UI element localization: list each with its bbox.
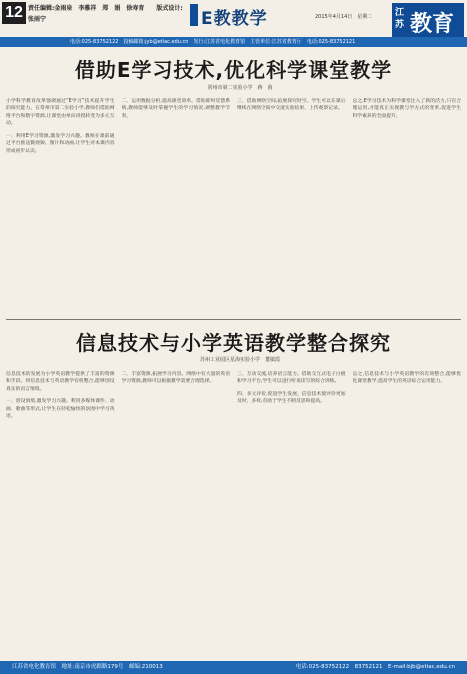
masthead-logo (392, 3, 464, 37)
article2-body (6, 366, 461, 658)
article2-paragraph: 四、多元评价,促进学生发展。信息技术使评价更加及时、多样,有助于学生不断反思和提高。 (237, 391, 346, 405)
contact-band: 电话:025-83752122 投稿邮箱:jyb@etiac.edu.cn 发行:江苏省电化教育馆 主管单位:江苏省教育厅 电话:025-83752121 (0, 37, 467, 47)
article2-byline: 苏州工业园区星海实验小学 董敏霞 (199, 357, 280, 363)
article2-column (353, 366, 462, 658)
article2-title: 信息技术与小学英语教学整合探究 (76, 331, 391, 355)
article1-byline: 常州市第二实验小学 蒋 茵 (207, 85, 273, 91)
article1-paragraph: 二、运用数据分析,提高课堂效率。借助即时反馈系统,教师能够及时掌握学生的学习情况,调整教学节奏。 (121, 98, 230, 119)
article2-paragraph: 一、创设情境,激发学习兴趣。利用多媒体课件、动画、歌曲等形式,让学生在轻松愉快的氛围中学习英语。 (6, 399, 115, 420)
article1-column (353, 93, 462, 315)
footer-address: 江苏省电化教育馆 地址:南京市虎踞路179号 邮编:210013 (12, 664, 163, 670)
article1-column (122, 93, 231, 315)
section-divider (6, 319, 461, 320)
article1-title: 借助E学习技术,优化科学课堂教学 (74, 58, 393, 82)
article2-column (237, 366, 346, 658)
page-footer (0, 661, 467, 674)
article2-paragraph: 总之,信息技术与小学英语教学的有效整合,能够优化课堂教学,提高学生的英语综合运用能力。 (352, 371, 461, 385)
article2-paragraph: 信息技术的发展为小学英语教学提供了丰富的资源和手段。将信息技术与英语教学有机整合,能够创设真实的语言情境。 (6, 371, 115, 392)
article2-column (6, 366, 115, 658)
article1-paragraph: 总之,E学习技术为科学课堂注入了新的活力,只有合理运用,才能真正实现教与学方式的变革,促进学生科学素养的全面提升。 (352, 98, 461, 119)
column-badge (190, 4, 198, 26)
column-name: E教教学 (201, 9, 268, 29)
footer-contact: 电话:025-83752122 83752121 E-mail:bjb@etiac.edu.cn (295, 664, 455, 670)
article2-paragraph: 二、丰富资源,拓展学习内容。网络中有大量的英语学习资源,教师可以根据教学需要合理选择。 (121, 371, 230, 385)
article2-paragraph: 三、互动交流,培养语言能力。借助交互式电子白板和学习平台,学生可以进行听说读写的综合训练。 (237, 371, 346, 385)
article2-column (122, 366, 231, 658)
article1-paragraph: 一、利用E学习资源,激发学习兴趣。教师在课前通过平台推送微视频、图片和动画,让学生对本课内容形成初步认识。 (6, 133, 115, 154)
masthead-right-text: 教育 (410, 12, 455, 37)
masthead-left-text: 江苏 (395, 8, 405, 30)
article1-column (6, 93, 115, 315)
article1-paragraph: 小学科学教育改革强调通过“E学习”技术提升学生的探究能力。在常州市第二实验小学,教师们借助网络平台和数字资源,让课堂由单向讲授转变为多元互动。 (6, 98, 115, 127)
article1-body (6, 93, 461, 315)
article1-column (237, 93, 346, 315)
issue-date: 2015年4月14日 星期二 (315, 14, 373, 20)
page-number: 12 (2, 2, 26, 24)
page-header (0, 0, 467, 50)
article1-paragraph: 三、借助网络空间,拓展探究时空。学生可以在课后继续在网络空间中交流实验结果、上传观察记录。 (237, 98, 346, 112)
editors-credit: 责任编辑:金雨泉 李雅祥 郑 娟 徐寿育 版式设计:张雨宁 (28, 5, 183, 23)
